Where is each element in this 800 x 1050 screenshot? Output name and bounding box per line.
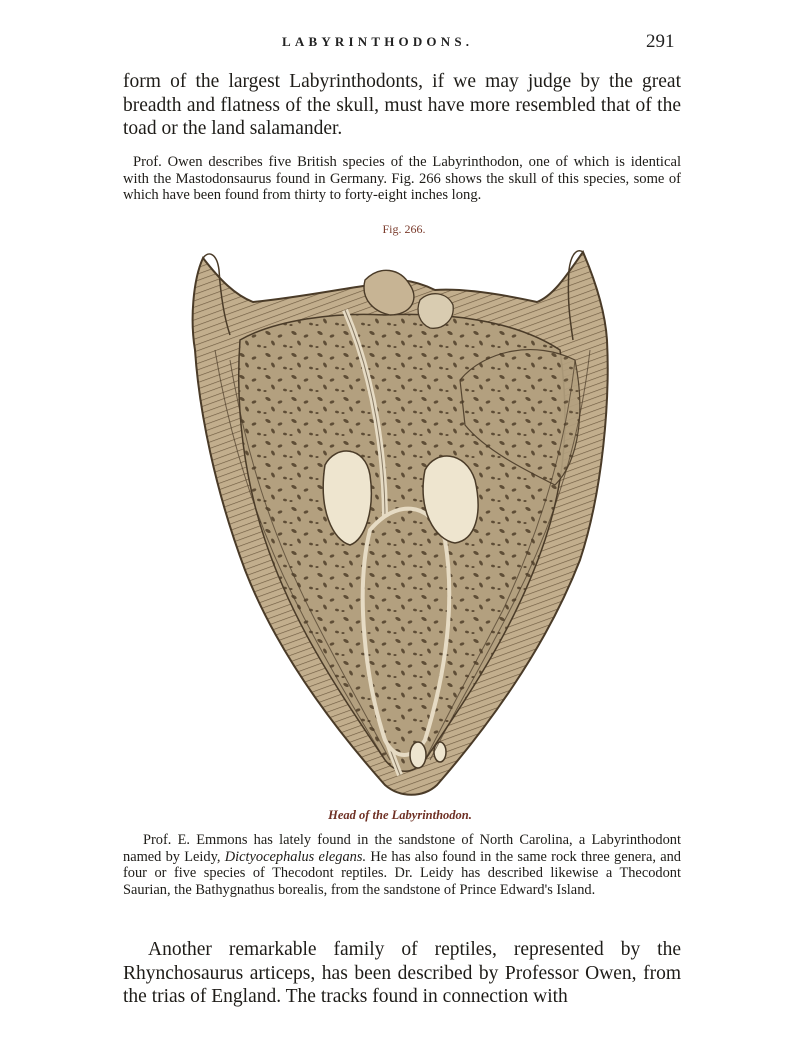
paragraph-owen: Prof. Owen describes five British species of the Labyrinthodon, one of which is identical with the Mastodonsaurus found in Germany. Fig. 266 shows the skull of this species, some of which have been found from thirty to forty-eight inches long. [123, 154, 681, 204]
paragraph-intro: form of the largest Labyrinthodonts, if we may judge by the great breadth and flatness of the skull, must have more resembled that of the toad or the land salamander. [123, 71, 681, 139]
running-head: LABYRINTHODONS. [282, 34, 474, 49]
species-name-italic: Dictyocephalus elegans. [224, 848, 367, 865]
page-number: 291 [646, 31, 675, 52]
paragraph-emmons-text-a: Prof. E. Emmons has lately found in the sandstone of North Carolina, a Labyrinthodont named by Leidy, [123, 832, 681, 865]
paragraph-rhynchosaurus: Another remarkable family of reptiles, represented by the Rhynchosaurus articeps, has been described by Professor Owen, from the trias of England. The tracks found in connection with [123, 939, 681, 1007]
paragraph-emmons [123, 832, 681, 898]
labyrinthodon-skull-illustration [185, 240, 620, 805]
paragraph-emmons-text-b: He has also found in the same rock three genera, and four or five species of Thecodont reptiles. Dr. Leidy has described likewise a Thecodont Saurian, the Bathygnathus borealis, from the sandstone of Prince Edward's Island. [123, 848, 681, 898]
figure-label: Fig. 266. [382, 222, 426, 236]
figure-caption: Head of the Labyrinthodon. [328, 808, 472, 822]
